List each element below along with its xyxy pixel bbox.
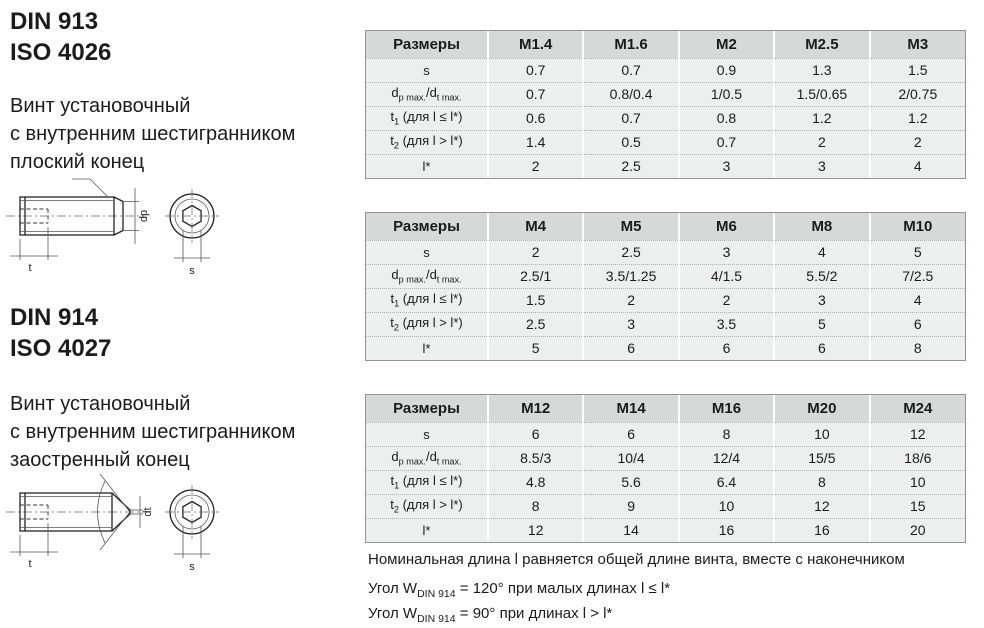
value-cell: 6: [488, 422, 583, 446]
value-cell: 16: [679, 518, 774, 542]
value-cell: 2: [583, 288, 678, 312]
row-label: s: [366, 422, 488, 446]
value-cell: 2: [679, 288, 774, 312]
value-cell: 1.3: [774, 58, 869, 82]
dimension-table-m1_4-m3: [365, 30, 966, 179]
table-row: [366, 106, 965, 130]
note-nominal-length: Номинальная длина l равняется общей длине винта, вместе с наконечником: [368, 551, 905, 568]
table-header-row: [366, 395, 965, 422]
value-cell: 4: [870, 288, 965, 312]
value-cell: 2: [488, 240, 583, 264]
table-row: [366, 422, 965, 446]
value-cell: 10: [679, 494, 774, 518]
value-cell: 8: [488, 494, 583, 518]
sizes-header: Размеры: [366, 395, 488, 422]
note-angle-120: Угол $W_{DIN 914} = 120^\circ$ при малых длинах l ≤ l*: [368, 580, 671, 600]
value-cell: 3: [774, 288, 869, 312]
value-cell: 6.4: [679, 470, 774, 494]
value-cell: 5: [870, 240, 965, 264]
size-column-header: M12: [488, 395, 583, 422]
standard-heading-din913: [10, 6, 111, 68]
dim-label-t: t: [28, 262, 32, 274]
row-label: $d_{p max.}/d_{t max.}$: [366, 82, 488, 106]
value-cell: 12/4: [679, 446, 774, 470]
row-label: $t_2$ (для l > l*): [366, 130, 488, 154]
size-column-header: M6: [679, 213, 774, 240]
value-cell: 0.7: [488, 82, 583, 106]
value-cell: 6: [774, 336, 869, 360]
dim-label-s: s: [189, 265, 195, 277]
row-label: $t_2$ (для l > l*): [366, 494, 488, 518]
value-cell: 1.5: [488, 288, 583, 312]
size-column-header: M1.6: [583, 31, 678, 58]
value-cell: 4: [774, 240, 869, 264]
value-cell: 14: [583, 518, 678, 542]
dim-label-s: s: [189, 561, 195, 573]
standard-heading-din914: [10, 302, 111, 364]
value-cell: 3: [583, 312, 678, 336]
value-cell: 16: [774, 518, 869, 542]
dimension-table: [366, 395, 965, 542]
dim-label-t: t: [28, 558, 32, 570]
table-row: [366, 494, 965, 518]
value-cell: 0.8: [679, 106, 774, 130]
value-cell: 0.9: [679, 58, 774, 82]
value-cell: 15/5: [774, 446, 869, 470]
row-label: s: [366, 240, 488, 264]
value-cell: 6: [583, 422, 678, 446]
value-cell: 1/0.5: [679, 82, 774, 106]
size-column-header: M10: [870, 213, 965, 240]
value-cell: 5: [774, 312, 869, 336]
description-din913: [10, 92, 295, 176]
value-cell: 18/6: [870, 446, 965, 470]
value-cell: 12: [488, 518, 583, 542]
table-row: [366, 518, 965, 542]
value-cell: 0.6: [488, 106, 583, 130]
size-column-header: M2: [679, 31, 774, 58]
value-cell: 10: [774, 422, 869, 446]
value-cell: 20: [870, 518, 965, 542]
dimension-table: [366, 31, 965, 178]
row-label: $t_1$ (для l ≤ l*): [366, 106, 488, 130]
value-cell: 0.7: [488, 58, 583, 82]
row-label: $d_{p max.}/d_{t max.}$: [366, 264, 488, 288]
value-cell: 2: [774, 130, 869, 154]
value-cell: 0.7: [583, 58, 678, 82]
value-cell: 3.5/1.25: [583, 264, 678, 288]
value-cell: 10/4: [583, 446, 678, 470]
table-row: [366, 336, 965, 360]
description-line: с внутренним шестигранником: [10, 123, 296, 145]
description-din914: [10, 390, 295, 474]
value-cell: 2.5: [583, 154, 678, 178]
row-label: l*: [366, 154, 488, 178]
value-cell: 1.2: [774, 106, 869, 130]
size-column-header: M2.5: [774, 31, 869, 58]
value-cell: 0.7: [583, 106, 678, 130]
standard-line-din: DIN 914: [10, 304, 99, 331]
value-cell: 9: [583, 494, 678, 518]
description-line: Винт установочный: [10, 95, 191, 117]
description-line: заостренный конец: [10, 449, 190, 471]
size-column-header: M20: [774, 395, 869, 422]
dim-label-dp: dp: [138, 209, 150, 223]
value-cell: 8: [870, 336, 965, 360]
description-line: плоский конец: [10, 151, 145, 173]
value-cell: 12: [870, 422, 965, 446]
value-cell: 1.4: [488, 130, 583, 154]
size-column-header: M24: [870, 395, 965, 422]
note-angle-90: Угол $W_{DIN 914} = 90^\circ$ при длинах l > l*: [368, 605, 613, 625]
table-row: [366, 240, 965, 264]
row-label: $d_{p max.}/d_{t max.}$: [366, 446, 488, 470]
value-cell: 2.5: [583, 240, 678, 264]
table-header-row: [366, 31, 965, 58]
value-cell: 10: [870, 470, 965, 494]
value-cell: 2/0.75: [870, 82, 965, 106]
value-cell: 5.5/2: [774, 264, 869, 288]
dimension-table-m4-m10: [365, 212, 966, 361]
value-cell: 3: [679, 240, 774, 264]
value-cell: 1.2: [870, 106, 965, 130]
size-column-header: M4: [488, 213, 583, 240]
value-cell: 7/2.5: [870, 264, 965, 288]
table-row: [366, 154, 965, 178]
table-row: [366, 264, 965, 288]
value-cell: 8: [679, 422, 774, 446]
description-line: Винт установочный: [10, 393, 191, 415]
table-row: [366, 470, 965, 494]
value-cell: 6: [870, 312, 965, 336]
value-cell: 4.8: [488, 470, 583, 494]
row-label: s: [366, 58, 488, 82]
value-cell: 0.8/0.4: [583, 82, 678, 106]
value-cell: 2: [870, 130, 965, 154]
value-cell: 15: [870, 494, 965, 518]
size-column-header: M16: [679, 395, 774, 422]
table-row: [366, 82, 965, 106]
value-cell: 4: [870, 154, 965, 178]
size-column-header: M3: [870, 31, 965, 58]
din913-flat-point-drawing: [2, 170, 237, 280]
sizes-header: Размеры: [366, 31, 488, 58]
row-label: l*: [366, 336, 488, 360]
table-row: [366, 446, 965, 470]
value-cell: 12: [774, 494, 869, 518]
value-cell: 8.5/3: [488, 446, 583, 470]
value-cell: 2.5/1: [488, 264, 583, 288]
size-column-header: M8: [774, 213, 869, 240]
value-cell: 0.5: [583, 130, 678, 154]
value-cell: 1.5: [870, 58, 965, 82]
value-cell: 5.6: [583, 470, 678, 494]
size-column-header: M1.4: [488, 31, 583, 58]
size-column-header: M5: [583, 213, 678, 240]
value-cell: 2: [488, 154, 583, 178]
row-label: $t_1$ (для l ≤ l*): [366, 288, 488, 312]
size-column-header: M14: [583, 395, 678, 422]
table-row: [366, 312, 965, 336]
value-cell: 5: [488, 336, 583, 360]
description-line: с внутренним шестигранником: [10, 421, 296, 443]
row-label: $t_1$ (для l ≤ l*): [366, 470, 488, 494]
value-cell: 2.5: [488, 312, 583, 336]
table-row: [366, 58, 965, 82]
row-label: $t_2$ (для l > l*): [366, 312, 488, 336]
value-cell: 3: [774, 154, 869, 178]
dim-label-dt: dt: [142, 507, 154, 517]
value-cell: 0.7: [679, 130, 774, 154]
sizes-header: Размеры: [366, 213, 488, 240]
din914-cone-point-drawing: [2, 466, 237, 576]
standard-line-iso: ISO 4026: [10, 39, 112, 66]
value-cell: 4/1.5: [679, 264, 774, 288]
standard-line-iso: ISO 4027: [10, 335, 112, 362]
table-row: [366, 288, 965, 312]
value-cell: 8: [774, 470, 869, 494]
row-label: l*: [366, 518, 488, 542]
value-cell: 3.5: [679, 312, 774, 336]
value-cell: 6: [583, 336, 678, 360]
value-cell: 1.5/0.65: [774, 82, 869, 106]
standard-line-din: DIN 913: [10, 8, 99, 35]
table-row: [366, 130, 965, 154]
dimension-table: [366, 213, 965, 360]
value-cell: 3: [679, 154, 774, 178]
value-cell: 6: [679, 336, 774, 360]
table-header-row: [366, 213, 965, 240]
dimension-table-m12-m24: [365, 394, 966, 543]
